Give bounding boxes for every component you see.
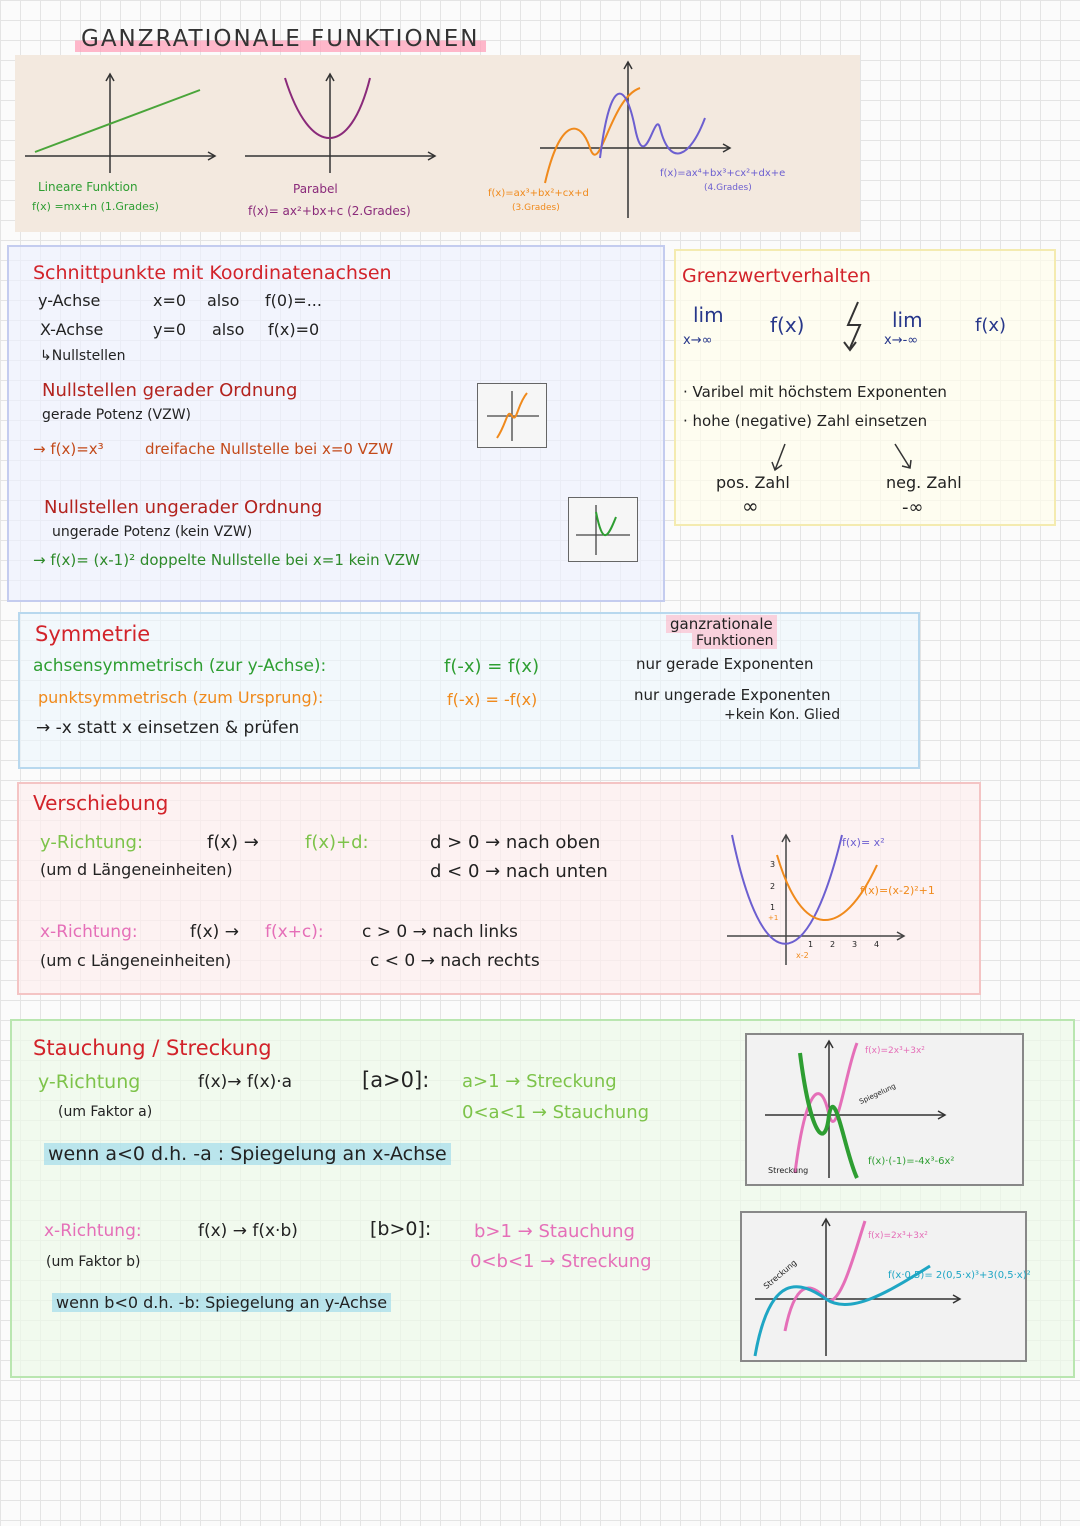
- polynomial-graph: [540, 58, 740, 228]
- cubic-degree: (3.Grades): [512, 203, 560, 213]
- odd-graph: [568, 497, 638, 562]
- stretch-g2-note: Streckung: [761, 1258, 799, 1291]
- stretch-x-cond: [b>0]:: [370, 1218, 432, 1240]
- shift-y-map-b: f(x)+d:: [305, 832, 369, 853]
- stretch-x-lt: 0<b<1 → Streckung: [470, 1251, 652, 1272]
- stretch-g2-g: f(x·0,5)= 2(0,5·x)³+3(0,5·x)²: [888, 1270, 1031, 1281]
- symmetry-hint: → -x statt x einsetzen & prüfen: [36, 718, 300, 738]
- x-axis-expr: f(x)=0: [268, 320, 320, 339]
- shift-ytick-3: 3: [770, 860, 776, 869]
- side-even: nur gerade Exponenten: [636, 655, 814, 673]
- point-symmetry-formula: f(-x) = -f(x): [447, 690, 538, 709]
- shift-graph-g: f(x)=(x-2)²+1: [860, 884, 935, 897]
- pos-value: ∞: [742, 494, 759, 518]
- linear-graph: [20, 68, 220, 178]
- parabola-formula: f(x)= ax²+bx+c (2.Grades): [248, 204, 411, 218]
- stretch-x-gt: b>1 → Stauchung: [474, 1221, 635, 1242]
- intersections-heading: Schnittpunkte mit Koordinatenachsen: [33, 262, 392, 284]
- shift-xtick-2: 2: [830, 940, 836, 949]
- side-title-1: ganzrationale: [666, 615, 777, 633]
- shift-ytick-plus1: +1: [768, 914, 779, 922]
- shift-xtick-4: 4: [874, 940, 880, 949]
- page-title: GANZRATIONALE FUNKTIONEN: [75, 26, 486, 52]
- even-example-fx: → f(x)=x³: [33, 440, 104, 458]
- quartic-formula: f(x)=ax⁴+bx³+cx²+dx+e: [660, 168, 786, 179]
- even-graph: [477, 383, 547, 448]
- stretch2-original: [785, 1221, 865, 1331]
- shift-graph-xlabel: x-2: [796, 951, 809, 960]
- parabola-curve: [285, 78, 370, 138]
- limit-left-f: f(x): [770, 313, 805, 337]
- stretch-y-map: f(x)→ f(x)·a: [198, 1072, 293, 1092]
- shift-ytick-1: 1: [770, 903, 776, 912]
- shift-graph-f: f(x)= x²: [842, 836, 885, 849]
- cubic-curve: [545, 88, 640, 183]
- shift-y-label: y-Richtung:: [40, 832, 144, 853]
- intersections-box: [7, 245, 665, 602]
- shift-y-neg: d < 0 → nach unten: [430, 861, 608, 882]
- even-sub: gerade Potenz (VZW): [42, 407, 192, 423]
- limits-note-2: · hohe (negative) Zahl einsetzen: [683, 412, 928, 430]
- stretch-y-neg: wenn a<0 d.h. -a : Spiegelung an x-Achse: [44, 1143, 451, 1165]
- axis-symmetry-text: achsensymmetrisch (zur y-Achse):: [33, 656, 327, 676]
- stretch-y-lt: 0<a<1 → Stauchung: [462, 1102, 650, 1123]
- x-axis-also: also: [212, 320, 245, 339]
- limit-left-sub: x→∞: [683, 333, 713, 348]
- point-symmetry-text: punktsymmetrisch (zum Ursprung):: [38, 688, 324, 707]
- stretch-y-gt: a>1 → Streckung: [462, 1071, 617, 1092]
- limit-right-lim: lim: [892, 308, 923, 332]
- linear-name: Lineare Funktion: [38, 180, 138, 194]
- odd-heading: Nullstellen ungerader Ordnung: [44, 497, 323, 518]
- x-axis-label: X-Achse: [40, 320, 104, 339]
- shift-x-map-b: f(x+c):: [265, 922, 324, 942]
- limits-note-1: · Varibel mit höchstem Exponenten: [683, 383, 947, 401]
- x-axis-cond: y=0: [153, 320, 187, 339]
- limit-right-sub: x→-∞: [884, 333, 919, 348]
- stretch-x-map: f(x) → f(x·b): [198, 1221, 298, 1241]
- shift-graph: [722, 830, 972, 970]
- limit-right-f: f(x): [975, 315, 1007, 336]
- stretch-heading: Stauchung / Streckung: [33, 1036, 272, 1060]
- y-axis-label: y-Achse: [38, 291, 101, 310]
- shift-parabola-original: [732, 835, 842, 944]
- pos-label: pos. Zahl: [716, 473, 790, 492]
- shift-xtick-3: 3: [852, 940, 858, 949]
- stretch-g1-note2: Streckung: [768, 1166, 809, 1175]
- even-example-text: dreifache Nullstelle bei x=0 VZW: [145, 440, 394, 458]
- y-axis-expr: f(0)=...: [265, 291, 322, 310]
- roots-label: ↳Nullstellen: [40, 348, 126, 364]
- stretch-g2-f: f(x)=2x³+3x²: [868, 1231, 928, 1241]
- stretch-g1-g: f(x)·(-1)=-4x³-6x²: [868, 1156, 955, 1167]
- y-axis-cond: x=0: [153, 291, 187, 310]
- lightning-icon: [840, 300, 870, 355]
- limits-heading: Grenzwertverhalten: [682, 265, 871, 287]
- stretch-x-label: x-Richtung:: [44, 1221, 142, 1241]
- side-odd-2: +kein Kon. Glied: [724, 707, 841, 723]
- shift-x-neg: c < 0 → nach rechts: [370, 951, 540, 971]
- shift-x-map-a: f(x) →: [190, 922, 239, 942]
- cubic-formula: f(x)=ax³+bx²+cx+d: [488, 188, 589, 199]
- y-axis-also: also: [207, 291, 240, 310]
- axis-symmetry-formula: f(-x) = f(x): [444, 656, 540, 677]
- side-odd: nur ungerade Exponenten: [634, 686, 831, 704]
- linear-formula: f(x) =mx+n (1.Grades): [32, 200, 159, 213]
- odd-example: → f(x)= (x-1)² doppelte Nullstelle bei x=1 kein VZW: [33, 551, 420, 569]
- odd-sub: ungerade Potenz (kein VZW): [52, 524, 253, 540]
- even-heading: Nullstellen gerader Ordnung: [42, 380, 298, 401]
- quartic-degree: (4.Grades): [704, 183, 752, 193]
- side-title-2: Funktionen: [692, 633, 777, 649]
- parabola-graph: [240, 68, 440, 178]
- stretch-x-factor: (um Faktor b): [46, 1254, 141, 1270]
- parabola-name: Parabel: [293, 182, 338, 196]
- shift-heading: Verschiebung: [33, 791, 169, 815]
- stretch-g1-f: f(x)=2x³+3x²: [865, 1046, 925, 1056]
- limit-left-lim: lim: [693, 303, 724, 327]
- symmetry-heading: Symmetrie: [35, 622, 151, 646]
- stretch-y-label: y-Richtung: [38, 1071, 141, 1093]
- stretch-y-cond: [a>0]:: [362, 1068, 430, 1092]
- shift-xtick-1: 1: [808, 940, 814, 949]
- shift-x-unit: (um c Längeneinheiten): [40, 951, 232, 970]
- neg-value: -∞: [902, 497, 924, 518]
- shift-x-pos: c > 0 → nach links: [362, 922, 518, 942]
- linear-line: [35, 90, 200, 152]
- shift-y-pos: d > 0 → nach oben: [430, 832, 601, 853]
- stretch-x-neg: wenn b<0 d.h. -b: Spiegelung an y-Achse: [52, 1293, 391, 1312]
- stretch-g1-note1: Spiegelung: [858, 1082, 898, 1106]
- neg-label: neg. Zahl: [886, 473, 962, 492]
- shift-y-unit: (um d Längeneinheiten): [40, 860, 233, 879]
- shift-ytick-2: 2: [770, 882, 776, 891]
- shift-x-label: x-Richtung:: [40, 922, 138, 942]
- shift-y-map-a: f(x) →: [207, 832, 259, 853]
- stretch-y-factor: (um Faktor a): [58, 1104, 153, 1120]
